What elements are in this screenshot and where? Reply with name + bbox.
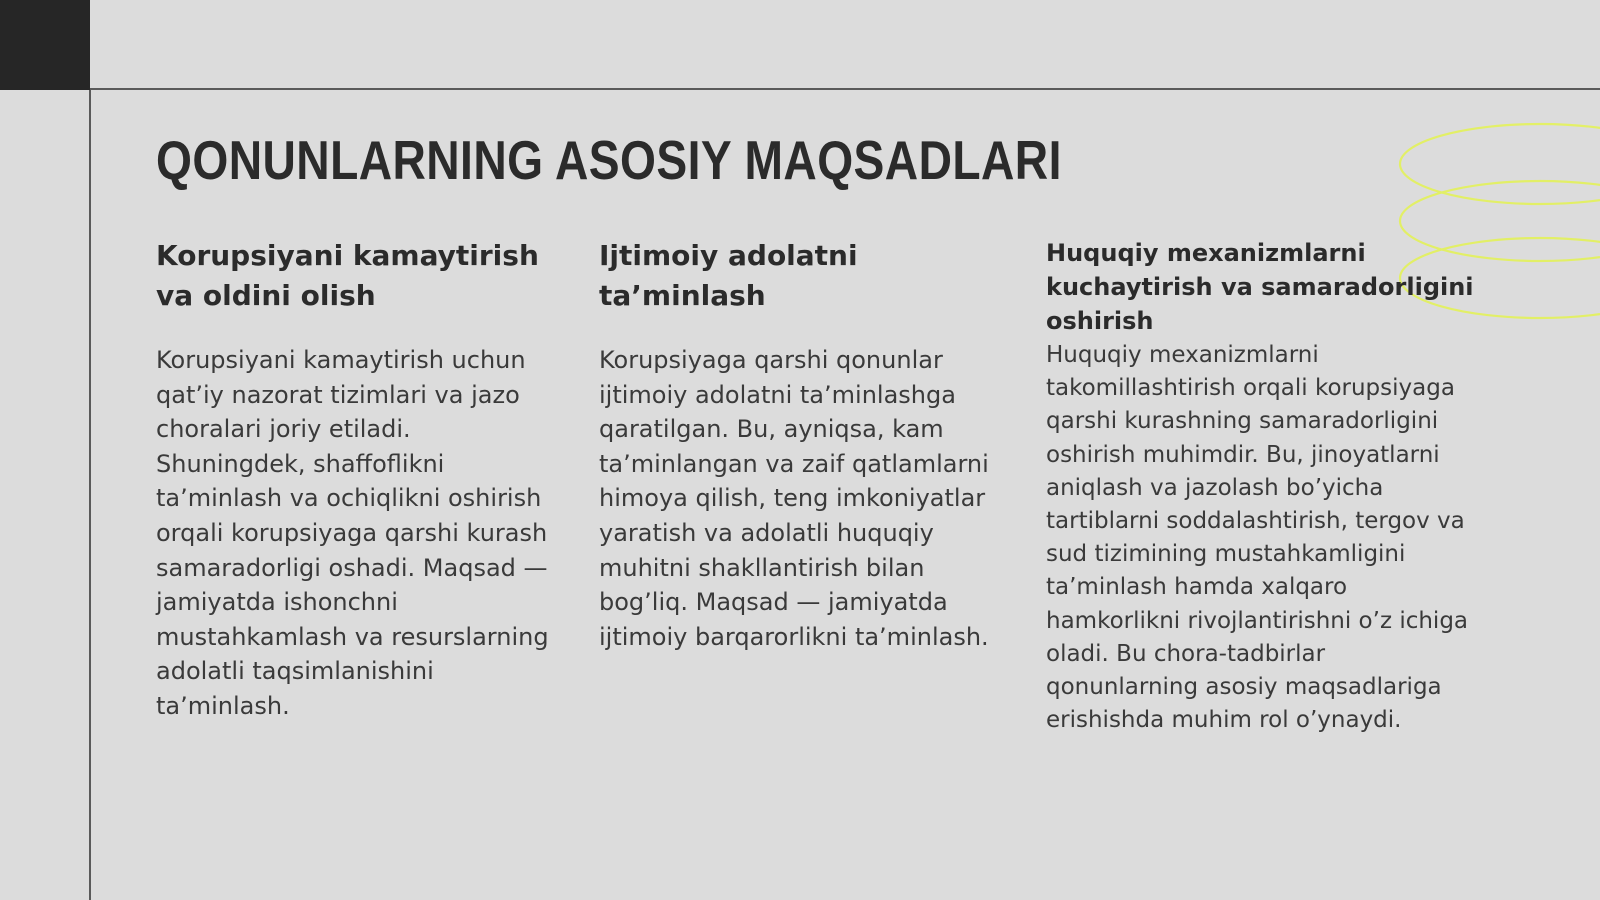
column-heading: Huquqiy mexanizmlarni kuchaytirish va samaradorligini oshirish <box>1046 239 1474 335</box>
column-body: Korupsiyaga qarshi qonunlar ijtimoiy adolatni ta’minlashga qaratilgan. Bu, ayniqsa, kam ta’minlangan va zaif qatlamlarni himoya qilish, teng imkoniyatlar yaratish va adolatli huquqiy muhitni shakllantirish bilan bog’liq. Maqsad — jamiyatda ijtimoiy barqarorlikni ta’minlash. <box>599 346 989 651</box>
column-corruption-reduction <box>156 236 561 724</box>
ellipse-ring-1 <box>1400 124 1600 204</box>
slide-title: QONUNLARNING ASOSIY MAQSADLARI <box>156 129 1062 191</box>
column-body: Huquqiy mexanizmlarni takomillashtirish orqali korupsiyaga qarshi kurashning samaradorligini oshirish muhimdir. Bu, jinoyatlarni aniqlash va jazolash bo’yicha tartiblarni soddalashtirish, tergov va sud tizimining mustahkamligini ta’minlash hamda xalqaro hamkorlikni rivojlantirishni o’z ichiga oladi. Bu chora-tadbirlar qonunlarning asosiy maqsadlariga erishishda muhim rol o’ynaydi. <box>1046 342 1469 734</box>
column-body: Korupsiyani kamaytirish uchun qat’iy nazorat tizimlari va jazo choralari joriy etiladi. Shuningdek, shaffoflikni ta’minlash va ochiqlikni oshirish orqali korupsiyaga qarshi kurash samaradorligi oshadi. Maqsad — jamiyatda ishonchni mustahkamlash va resurslarning adolatli taqsimlanishini ta’minlash. <box>156 346 549 720</box>
vertical-divider <box>89 90 91 900</box>
column-heading: Korupsiyani kamaytirish va oldini olish <box>156 239 539 312</box>
column-legal-mechanisms <box>1046 236 1476 737</box>
column-social-justice <box>599 236 1009 654</box>
horizontal-divider <box>90 88 1600 90</box>
column-heading: Ijtimoiy adolatni ta’minlash <box>599 239 858 312</box>
corner-block <box>0 0 90 90</box>
